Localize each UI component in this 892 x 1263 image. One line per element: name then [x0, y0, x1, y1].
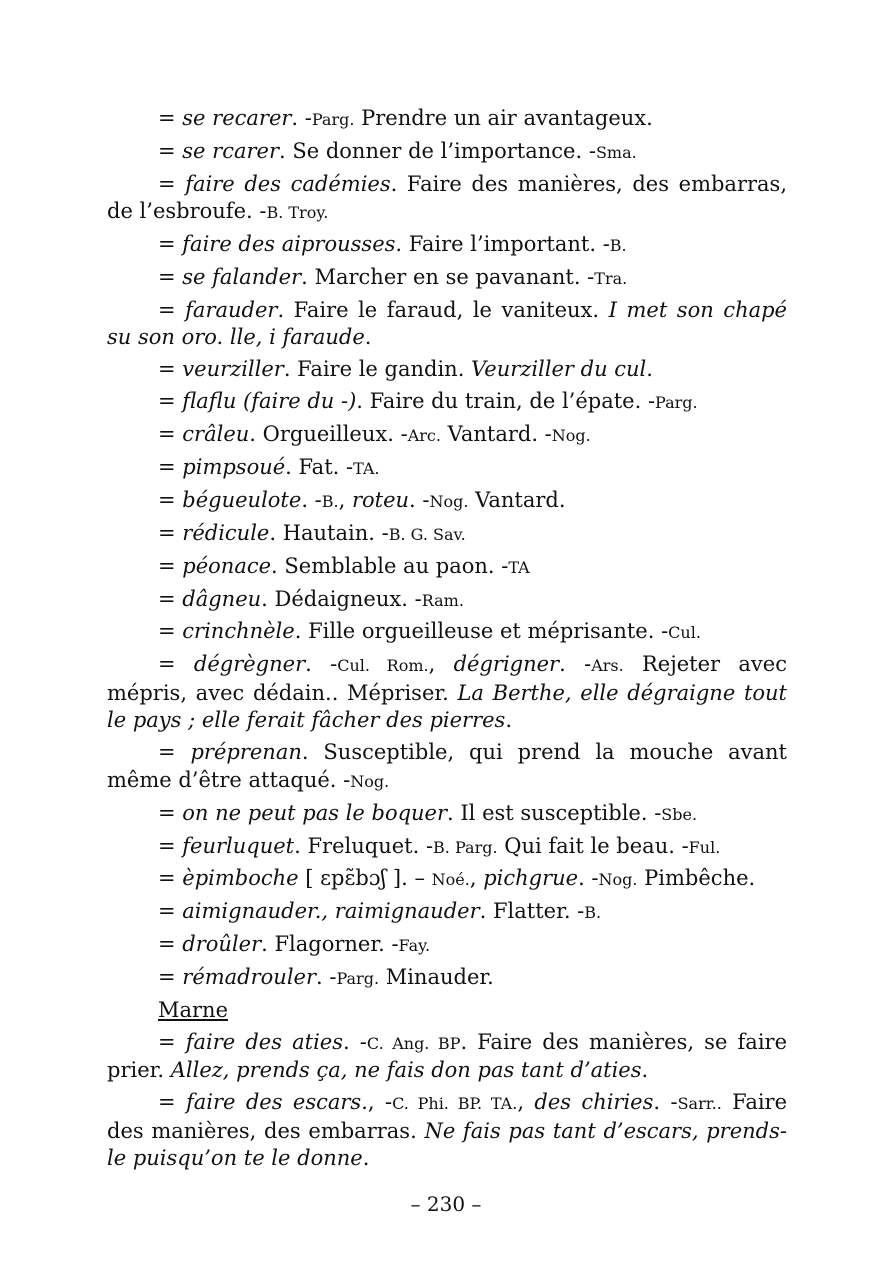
source-abbreviation: B.	[321, 491, 339, 511]
entry-term: flaflu (faire du -)	[182, 389, 357, 414]
entry-text: .	[364, 325, 372, 350]
entry-text: =	[158, 619, 183, 644]
entry-term: farauder	[185, 297, 278, 322]
entry-text: . -	[343, 1029, 367, 1054]
entry-text: . Hautain. -	[269, 520, 389, 545]
source-abbreviation: Nog.	[429, 491, 469, 511]
entry-term: veurziller	[182, 357, 284, 382]
entry-text: =	[158, 389, 183, 414]
entry-text: . Faire le gandin.	[283, 357, 472, 382]
source-abbreviation: Parg.	[311, 110, 355, 129]
entry-text: =	[158, 357, 183, 382]
entry-text: ,	[338, 487, 352, 512]
entry-term: pimpsoué	[182, 455, 286, 480]
entry-term: Ne fais pas tant d’escars, prends-le puisqu’on te le donne	[107, 1118, 787, 1171]
entry-term: bégueulote	[182, 487, 302, 512]
entry-text: =	[158, 652, 194, 677]
entry-text: Pimbêche.	[637, 866, 756, 891]
entry-term: faire des escars.	[186, 1090, 368, 1115]
source-abbreviation: Ful.	[688, 837, 721, 857]
entry-text: =	[158, 965, 183, 990]
entry-text: =	[158, 297, 186, 322]
dictionary-entry	[107, 264, 787, 293]
source-abbreviation: Nog.	[350, 771, 390, 791]
dictionary-entry	[107, 964, 787, 993]
entry-term: I met son chapé su son oro. lle, i faraude	[107, 297, 787, 350]
page-number: – 230 –	[410, 1192, 482, 1216]
source-abbreviation: Cul. Rom.	[337, 656, 429, 676]
dictionary-entry	[107, 553, 787, 582]
dictionary-entry	[107, 800, 787, 829]
entry-text: =	[158, 232, 183, 257]
entry-term: se recarer	[182, 106, 292, 130]
dictionary-entry	[107, 487, 787, 516]
entry-term: on ne peut pas le boquer	[182, 800, 448, 825]
entry-text: =	[158, 800, 183, 825]
source-abbreviation: Parg.	[336, 969, 380, 989]
entry-text: . -	[301, 487, 322, 512]
entry-term: droûler	[182, 932, 262, 957]
entry-text: ,	[428, 652, 454, 677]
entry-text: Vantard.	[468, 487, 566, 512]
dictionary-entry	[107, 739, 787, 795]
source-abbreviation: TA	[508, 557, 530, 577]
source-abbreviation: C. Ang. BP	[366, 1033, 461, 1053]
source-abbreviation: B. Parg.	[433, 837, 498, 857]
source-abbreviation: Parg.	[655, 393, 698, 413]
entry-text: Minauder.	[379, 965, 494, 990]
entry-text: =	[158, 586, 183, 611]
entry-text: . Fat. -	[285, 455, 354, 480]
dictionary-entry	[107, 1089, 787, 1173]
entry-term: dâgneu	[182, 586, 262, 611]
entry-term: feurluquet	[182, 833, 295, 858]
entry-text: . Semblable au paon. -	[271, 553, 509, 578]
source-abbreviation: Nog.	[598, 870, 638, 890]
entry-term: pichgrue	[483, 866, 579, 891]
entry-text: . -	[409, 487, 430, 512]
source-abbreviation: Noé.	[431, 870, 470, 890]
entry-text: . Il est susceptible. -	[447, 800, 662, 825]
entry-text: =	[158, 487, 183, 512]
entry-text: . Faire du train, de l’épate. -	[356, 389, 656, 414]
entry-text: . -	[316, 965, 337, 990]
dictionary-entry	[107, 833, 787, 862]
entry-text: . Marcher en se pavanant. -	[301, 265, 595, 290]
entry-text: . Faire le faraud, le vaniteux.	[277, 297, 609, 322]
entry-term: èpimboche	[182, 866, 299, 891]
dictionary-entry	[107, 138, 787, 167]
entry-text: .	[505, 708, 513, 733]
source-abbreviation: Arc.	[407, 426, 441, 446]
source-abbreviation: B. G. Sav.	[388, 524, 466, 544]
entry-text: =	[158, 866, 183, 891]
entry-term: des chiries	[534, 1090, 654, 1115]
entry-text: .	[641, 1058, 649, 1083]
entry-term: roteu	[351, 487, 410, 512]
entry-term: se falander	[182, 265, 302, 290]
dictionary-entry	[107, 388, 787, 417]
entry-text: , -	[367, 1090, 393, 1115]
entry-term: La Berthe, elle dégraigne tout le pays ; elle ferait fâcher des pierres	[107, 680, 787, 733]
entry-text: .	[646, 357, 653, 382]
entry-text: . -	[559, 652, 592, 677]
entry-text: =	[158, 171, 186, 196]
entry-text: . Freluquet. -	[294, 833, 434, 858]
entry-text: . -	[305, 652, 338, 677]
entry-text: . -	[578, 866, 599, 891]
source-abbreviation: B.	[609, 236, 627, 256]
entry-text: =	[158, 455, 183, 480]
entry-term: crâleu	[182, 422, 250, 447]
entry-text: . Orgueilleux. -	[249, 422, 408, 447]
entry-text: Qui fait le beau. -	[497, 833, 689, 858]
entry-term: Allez, prends ça, ne fais don pas tant d’aties	[170, 1058, 642, 1083]
section-entry-list	[107, 1029, 787, 1173]
entry-term: péonace	[182, 553, 272, 578]
source-abbreviation: Cul.	[668, 623, 701, 643]
entry-text: =	[158, 138, 183, 163]
entry-text: Faire des manières, des embarras.	[107, 1090, 788, 1143]
dictionary-entry	[107, 1029, 787, 1085]
source-abbreviation: Ram.	[421, 590, 464, 610]
source-abbreviation: Nog.	[551, 426, 591, 446]
source-abbreviation: Fay.	[398, 936, 431, 956]
source-abbreviation: Tra.	[594, 269, 628, 289]
entry-term: rémadrouler	[182, 965, 317, 990]
source-abbreviation: B. Troy.	[266, 203, 329, 223]
entry-text: =	[158, 520, 183, 545]
entry-text: ,	[517, 1090, 535, 1115]
entry-text: =	[158, 553, 183, 578]
source-abbreviation: C. Phi. BP. TA.	[392, 1094, 518, 1114]
source-abbreviation: TA.	[353, 459, 380, 479]
dictionary-entry	[107, 651, 787, 735]
entry-text: . Se donner de l’importance. -	[279, 138, 596, 163]
entry-text: =	[158, 899, 183, 924]
section-heading: Marne	[158, 997, 229, 1022]
entry-text: . Susceptible, qui prend la mouche avant même d’être attaqué. -	[107, 740, 787, 792]
entry-text: Rejeter avec mépris, avec dédain.. Mépriser.	[107, 652, 787, 705]
entry-term: aimignauder., raimignauder	[182, 899, 480, 924]
entry-list	[107, 105, 787, 993]
entry-text: =	[158, 1029, 186, 1054]
entry-text: [ ɛpɛ̃bɔʃ ]. –	[298, 866, 432, 891]
entry-text: . Flagorner. -	[261, 932, 399, 957]
document-page	[107, 105, 787, 1177]
dictionary-entry	[107, 356, 787, 384]
dictionary-entry	[107, 618, 787, 647]
entry-text: =	[158, 422, 183, 447]
dictionary-entry	[107, 898, 787, 927]
entry-term: dégrègner	[193, 652, 306, 677]
entry-term: faire des aties	[185, 1029, 343, 1054]
entry-text: =	[158, 932, 183, 957]
dictionary-entry	[107, 454, 787, 483]
entry-text: =	[158, 740, 191, 765]
source-abbreviation: Ars.	[591, 656, 624, 676]
entry-text: =	[158, 833, 183, 858]
entry-term: faire des cadémies	[185, 171, 391, 196]
entry-text: . -	[653, 1090, 678, 1115]
entry-term: se rcarer	[182, 138, 279, 163]
entry-text: . Dédaigneux. -	[261, 586, 422, 611]
entry-term: faire des aiprousses	[182, 232, 396, 257]
entry-text: Vantard. -	[440, 422, 552, 447]
dictionary-entry	[107, 931, 787, 960]
dictionary-entry	[107, 171, 787, 227]
entry-term: rédicule	[182, 520, 270, 545]
source-abbreviation: B.	[584, 903, 602, 923]
source-abbreviation: Sma.	[595, 142, 637, 162]
dictionary-entry	[107, 520, 787, 549]
entry-text: . Flatter. -	[479, 899, 585, 924]
dictionary-entry	[107, 231, 787, 260]
source-abbreviation: Sbe.	[661, 804, 698, 824]
entry-text: ,	[469, 866, 484, 891]
entry-term: crinchnèle	[182, 619, 295, 644]
entry-text: . -	[291, 106, 312, 130]
dictionary-entry	[107, 105, 787, 134]
entry-text: =	[158, 265, 183, 290]
entry-text: . Faire des manières, des embarras, de l’esbroufe. -	[107, 171, 787, 224]
dictionary-entry	[107, 297, 787, 352]
entry-text: =	[158, 1090, 186, 1115]
dictionary-entry	[107, 865, 787, 894]
entry-text: =	[158, 106, 183, 130]
dictionary-entry	[107, 421, 787, 450]
entry-text: . Faire l’important. -	[395, 232, 610, 257]
entry-text: . Fille orgueilleuse et méprisante. -	[294, 619, 669, 644]
entry-term: dégrigner	[453, 652, 560, 677]
entry-text: . Faire des manières, se faire prier.	[107, 1029, 787, 1083]
dictionary-entry	[107, 586, 787, 615]
source-abbreviation: Sarr..	[677, 1094, 722, 1114]
entry-text: .	[362, 1146, 370, 1171]
entry-term: préprenan	[190, 740, 302, 765]
entry-term: Veurziller du cul	[471, 357, 647, 382]
entry-text: Prendre un air avantageux.	[354, 106, 653, 130]
